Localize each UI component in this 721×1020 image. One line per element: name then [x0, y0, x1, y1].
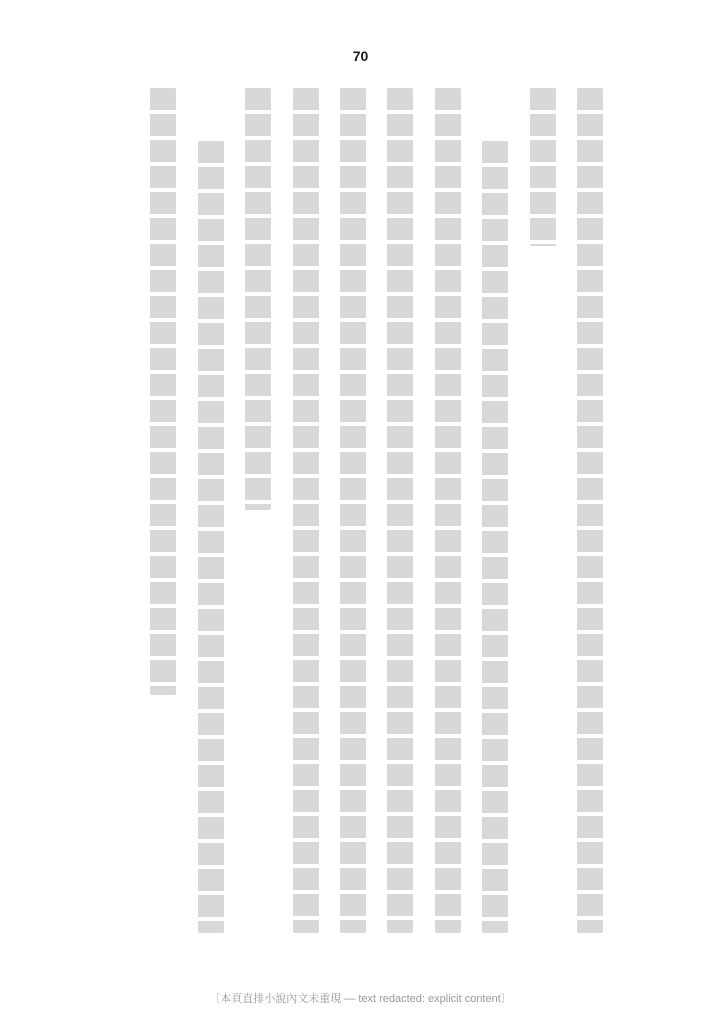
redacted-text-column	[482, 141, 508, 933]
redacted-text-column	[198, 141, 224, 933]
page-number: 70	[352, 48, 369, 64]
redacted-text-column	[150, 88, 176, 695]
redacted-text-column	[435, 88, 461, 933]
redacted-text-column	[577, 88, 603, 933]
redacted-text-column	[530, 88, 556, 246]
redaction-notice: 〔本頁直排小說內文未重現 — text redacted: explicit content〕	[209, 993, 512, 1005]
redacted-text-column	[387, 88, 413, 933]
redacted-text-column	[245, 88, 271, 510]
redacted-text-column	[293, 88, 319, 933]
redacted-text-column	[340, 88, 366, 933]
